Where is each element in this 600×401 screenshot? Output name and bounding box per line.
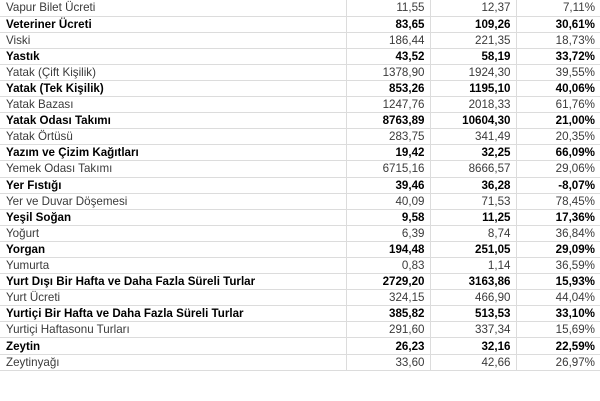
table-row [0, 241, 600, 257]
item-name-cell: Zeytinyağı [0, 354, 346, 370]
change-percent-cell: 30,61% [516, 16, 600, 32]
price-old-cell: 194,48 [346, 241, 430, 257]
table-row [0, 97, 600, 113]
item-name-cell: Yazım ve Çizim Kağıtları [0, 145, 346, 161]
price-new-cell: 221,35 [430, 32, 516, 48]
item-name-cell: Yurt Dışı Bir Hafta ve Daha Fazla Süreli Turlar [0, 274, 346, 290]
price-old-cell: 8763,89 [346, 113, 430, 129]
table-row [0, 64, 600, 80]
change-percent-cell: 36,59% [516, 258, 600, 274]
price-old-cell: 43,52 [346, 48, 430, 64]
price-old-cell: 19,42 [346, 145, 430, 161]
price-new-cell: 337,34 [430, 322, 516, 338]
item-name-cell: Vapur Bilet Ücreti [0, 0, 346, 16]
price-new-cell: 109,26 [430, 16, 516, 32]
change-percent-cell: 44,04% [516, 290, 600, 306]
item-name-cell: Viski [0, 32, 346, 48]
change-percent-cell: 15,69% [516, 322, 600, 338]
price-old-cell: 186,44 [346, 32, 430, 48]
price-new-cell: 1,14 [430, 258, 516, 274]
table-row [0, 258, 600, 274]
price-old-cell: 6,39 [346, 225, 430, 241]
change-percent-cell: 61,76% [516, 97, 600, 113]
table-row [0, 129, 600, 145]
table-row [0, 274, 600, 290]
price-new-cell: 8,74 [430, 225, 516, 241]
price-new-cell: 1924,30 [430, 64, 516, 80]
price-old-cell: 39,46 [346, 177, 430, 193]
item-name-cell: Yurtiçi Bir Hafta ve Daha Fazla Süreli Turlar [0, 306, 346, 322]
price-new-cell: 12,37 [430, 0, 516, 16]
change-percent-cell: 39,55% [516, 64, 600, 80]
price-new-cell: 11,25 [430, 209, 516, 225]
table-row [0, 306, 600, 322]
change-percent-cell: 29,06% [516, 161, 600, 177]
price-new-cell: 1195,10 [430, 80, 516, 96]
change-percent-cell: 18,73% [516, 32, 600, 48]
table-row [0, 48, 600, 64]
item-name-cell: Yatak (Tek Kişilik) [0, 80, 346, 96]
change-percent-cell: 29,09% [516, 241, 600, 257]
price-old-cell: 2729,20 [346, 274, 430, 290]
item-name-cell: Yurt Ücreti [0, 290, 346, 306]
price-new-cell: 8666,57 [430, 161, 516, 177]
price-new-cell: 2018,33 [430, 97, 516, 113]
change-percent-cell: -8,07% [516, 177, 600, 193]
price-old-cell: 83,65 [346, 16, 430, 32]
table-row [0, 161, 600, 177]
price-old-cell: 40,09 [346, 193, 430, 209]
price-new-cell: 36,28 [430, 177, 516, 193]
change-percent-cell: 36,84% [516, 225, 600, 241]
item-name-cell: Yatak Örtüsü [0, 129, 346, 145]
price-old-cell: 853,26 [346, 80, 430, 96]
price-new-cell: 341,49 [430, 129, 516, 145]
price-old-cell: 1378,90 [346, 64, 430, 80]
table-row [0, 145, 600, 161]
price-old-cell: 0,83 [346, 258, 430, 274]
item-name-cell: Zeytin [0, 338, 346, 354]
price-new-cell: 58,19 [430, 48, 516, 64]
table-row [0, 0, 600, 16]
item-name-cell: Yemek Odası Takımı [0, 161, 346, 177]
item-name-cell: Yatak Odası Takımı [0, 113, 346, 129]
price-new-cell: 251,05 [430, 241, 516, 257]
table-row [0, 80, 600, 96]
price-old-cell: 33,60 [346, 354, 430, 370]
price-old-cell: 283,75 [346, 129, 430, 145]
price-old-cell: 291,60 [346, 322, 430, 338]
table-row [0, 290, 600, 306]
table-row [0, 225, 600, 241]
table-row [0, 113, 600, 129]
item-name-cell: Yatak Bazası [0, 97, 346, 113]
change-percent-cell: 33,10% [516, 306, 600, 322]
item-name-cell: Yorgan [0, 241, 346, 257]
item-name-cell: Yastık [0, 48, 346, 64]
price-old-cell: 385,82 [346, 306, 430, 322]
price-new-cell: 32,25 [430, 145, 516, 161]
price-old-cell: 11,55 [346, 0, 430, 16]
price-old-cell: 6715,16 [346, 161, 430, 177]
change-percent-cell: 20,35% [516, 129, 600, 145]
item-name-cell: Yumurta [0, 258, 346, 274]
change-percent-cell: 15,93% [516, 274, 600, 290]
table-row [0, 209, 600, 225]
price-new-cell: 32,16 [430, 338, 516, 354]
price-new-cell: 42,66 [430, 354, 516, 370]
change-percent-cell: 7,11% [516, 0, 600, 16]
item-name-cell: Yatak (Çift Kişilik) [0, 64, 346, 80]
item-name-cell: Yer ve Duvar Döşemesi [0, 193, 346, 209]
change-percent-cell: 21,00% [516, 113, 600, 129]
table-row [0, 16, 600, 32]
change-percent-cell: 17,36% [516, 209, 600, 225]
item-name-cell: Yurtiçi Haftasonu Turları [0, 322, 346, 338]
table-row [0, 177, 600, 193]
price-new-cell: 466,90 [430, 290, 516, 306]
change-percent-cell: 40,06% [516, 80, 600, 96]
change-percent-cell: 22,59% [516, 338, 600, 354]
table-row [0, 338, 600, 354]
item-name-cell: Yer Fıstığı [0, 177, 346, 193]
price-new-cell: 71,53 [430, 193, 516, 209]
price-old-cell: 324,15 [346, 290, 430, 306]
change-percent-cell: 33,72% [516, 48, 600, 64]
price-new-cell: 3163,86 [430, 274, 516, 290]
table-row [0, 322, 600, 338]
table-row [0, 354, 600, 370]
item-name-cell: Veteriner Ücreti [0, 16, 346, 32]
table-row [0, 32, 600, 48]
price-new-cell: 10604,30 [430, 113, 516, 129]
price-old-cell: 26,23 [346, 338, 430, 354]
change-percent-cell: 66,09% [516, 145, 600, 161]
item-name-cell: Yeşil Soğan [0, 209, 346, 225]
price-old-cell: 1247,76 [346, 97, 430, 113]
price-new-cell: 513,53 [430, 306, 516, 322]
price-old-cell: 9,58 [346, 209, 430, 225]
table-row [0, 193, 600, 209]
change-percent-cell: 78,45% [516, 193, 600, 209]
item-name-cell: Yoğurt [0, 225, 346, 241]
change-percent-cell: 26,97% [516, 354, 600, 370]
